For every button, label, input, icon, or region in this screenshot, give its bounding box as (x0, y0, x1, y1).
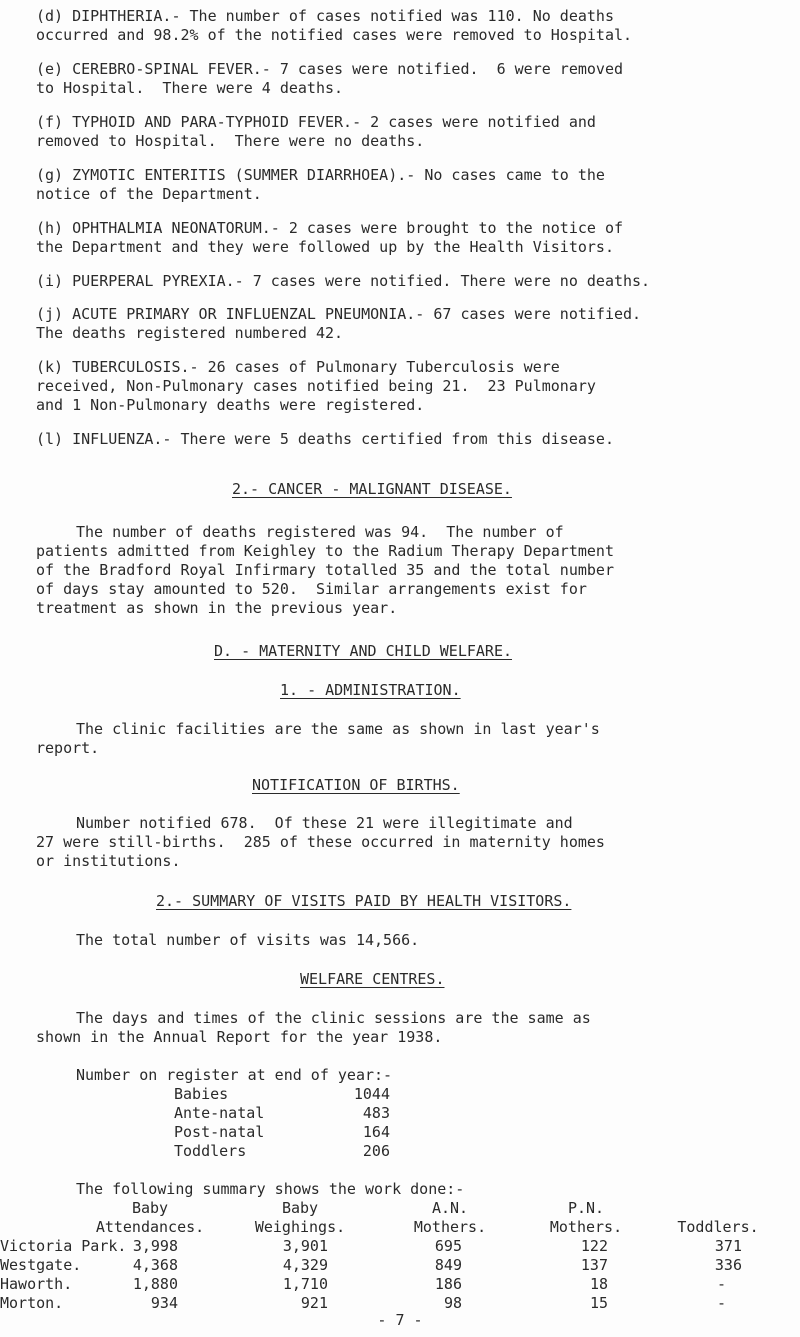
visits-line: The total number of visits was 14,566. (76, 931, 420, 949)
register-label: Post-natal (174, 1123, 265, 1141)
register-value: 1044 (353, 1085, 390, 1103)
table-cell: - (716, 1294, 726, 1312)
centre-name: Westgate. (0, 1256, 82, 1274)
births-line-3: or institutions. (36, 852, 181, 870)
centre-name: Morton. (0, 1294, 64, 1312)
register-value: 164 (362, 1123, 390, 1141)
tuberculosis-line-1: (k) TUBERCULOSIS.- 26 cases of Pulmonary Tuberculosis were (36, 358, 560, 376)
births-heading: NOTIFICATION OF BIRTHS. (252, 776, 460, 794)
column-header-bottom: Weighings. (254, 1218, 346, 1236)
table-cell: 336 (714, 1256, 742, 1274)
ophthalmia-line-2: the Department and they were followed up by the Health Visitors. (36, 238, 614, 256)
table-cell: 1,880 (132, 1275, 178, 1293)
cancer-line-5: treatment as shown in the previous year. (36, 599, 398, 617)
register-label: Babies (174, 1085, 229, 1103)
cancer-line-1: The number of deaths registered was 94. The number of (76, 523, 564, 541)
cancer-line-2: patients admitted from Keighley to the Radium Therapy Department (36, 542, 614, 560)
pneumonia-line-2: The deaths registered numbered 42. (36, 324, 344, 342)
typhoid-line-1: (f) TYPHOID AND PARA-TYPHOID FEVER.- 2 cases were notified and (36, 113, 596, 131)
pneumonia-line-1: (j) ACUTE PRIMARY OR INFLUENZAL PNEUMONIA.- 67 cases were notified. (36, 305, 642, 323)
administration-heading: 1. - ADMINISTRATION. (280, 681, 461, 699)
column-header-top: Baby (281, 1199, 319, 1217)
births-line-2: 27 were still-births. 285 of these occurred in maternity homes (36, 833, 605, 851)
register-label: Ante-natal (174, 1104, 265, 1122)
table-cell: 371 (714, 1237, 742, 1255)
table-cell: 921 (300, 1294, 328, 1312)
cerebro-spinal-line-1: (e) CEREBRO-SPINAL FEVER.- 7 cases were notified. 6 were removed (36, 60, 623, 78)
table-cell: 122 (580, 1237, 608, 1255)
summary-intro: The following summary shows the work done:- (76, 1180, 465, 1198)
table-cell: 4,329 (282, 1256, 328, 1274)
centre-name: Victoria Park. (0, 1237, 127, 1255)
column-header-top: P.N. (567, 1199, 605, 1217)
cancer-line-4: of days stay amounted to 520. Similar arrangements exist for (36, 580, 587, 598)
welfare-line-1: The days and times of the clinic sessions are the same as (76, 1009, 591, 1027)
administration-line-1: The clinic facilities are the same as shown in last year's (76, 720, 600, 738)
typhoid-line-2: removed to Hospital. There were no deaths. (36, 132, 425, 150)
register-value: 483 (362, 1104, 390, 1122)
table-cell: 15 (589, 1294, 608, 1312)
zymotic-enteritis-line-2: notice of the Department. (36, 185, 262, 203)
influenza-line: (l) INFLUENZA.- There were 5 deaths certified from this disease. (36, 430, 614, 448)
column-header-top: Baby (131, 1199, 169, 1217)
cancer-heading: 2.- CANCER - MALIGNANT DISEASE. (232, 480, 512, 498)
centre-name: Haworth. (0, 1275, 73, 1293)
welfare-line-2: shown in the Annual Report for the year 1938. (36, 1028, 443, 1046)
column-header-bottom: Toddlers. (677, 1218, 759, 1236)
welfare-heading: WELFARE CENTRES. (300, 970, 445, 988)
births-line-1: Number notified 678. Of these 21 were illegitimate and (76, 814, 573, 832)
puerperal-pyrexia-line: (i) PUERPERAL PYREXIA.- 7 cases were notified. There were no deaths. (36, 272, 651, 290)
table-cell: - (716, 1275, 726, 1293)
column-header-bottom: Attendances. (95, 1218, 205, 1236)
diphtheria-line-1: (d) DIPHTHERIA.- The number of cases notified was 110. No deaths (36, 7, 614, 25)
cerebro-spinal-line-2: to Hospital. There were 4 deaths. (36, 79, 344, 97)
diphtheria-line-2: occurred and 98.2% of the notified cases were removed to Hospital. (36, 26, 633, 44)
table-cell: 3,901 (282, 1237, 328, 1255)
column-header-top: A.N. (431, 1199, 469, 1217)
table-cell: 849 (434, 1256, 462, 1274)
table-cell: 695 (434, 1237, 462, 1255)
visits-heading: 2.- SUMMARY OF VISITS PAID BY HEALTH VISITORS. (156, 892, 572, 910)
tuberculosis-line-3: and 1 Non-Pulmonary deaths were registered. (36, 396, 425, 414)
cancer-line-3: of the Bradford Royal Infirmary totalled 35 and the total number (36, 561, 614, 579)
register-intro: Number on register at end of year:- (76, 1066, 393, 1084)
table-cell: 98 (443, 1294, 462, 1312)
table-cell: 3,998 (132, 1237, 178, 1255)
table-cell: 137 (580, 1256, 608, 1274)
administration-line-2: report. (36, 739, 100, 757)
column-header-bottom: Mothers. (549, 1218, 623, 1236)
table-cell: 1,710 (282, 1275, 328, 1293)
maternity-heading: D. - MATERNITY AND CHILD WELFARE. (214, 642, 513, 660)
column-header-bottom: Mothers. (413, 1218, 487, 1236)
table-cell: 186 (434, 1275, 462, 1293)
page-number: - 7 - (377, 1311, 423, 1329)
ophthalmia-line-1: (h) OPHTHALMIA NEONATORUM.- 2 cases were brought to the notice of (36, 219, 623, 237)
tuberculosis-line-2: received, Non-Pulmonary cases notified being 21. 23 Pulmonary (36, 377, 596, 395)
table-cell: 4,368 (132, 1256, 178, 1274)
zymotic-enteritis-line-1: (g) ZYMOTIC ENTERITIS (SUMMER DIARRHOEA).- No cases came to the (36, 166, 605, 184)
register-label: Toddlers (174, 1142, 247, 1160)
table-cell: 934 (150, 1294, 178, 1312)
register-value: 206 (362, 1142, 390, 1160)
table-cell: 18 (589, 1275, 608, 1293)
